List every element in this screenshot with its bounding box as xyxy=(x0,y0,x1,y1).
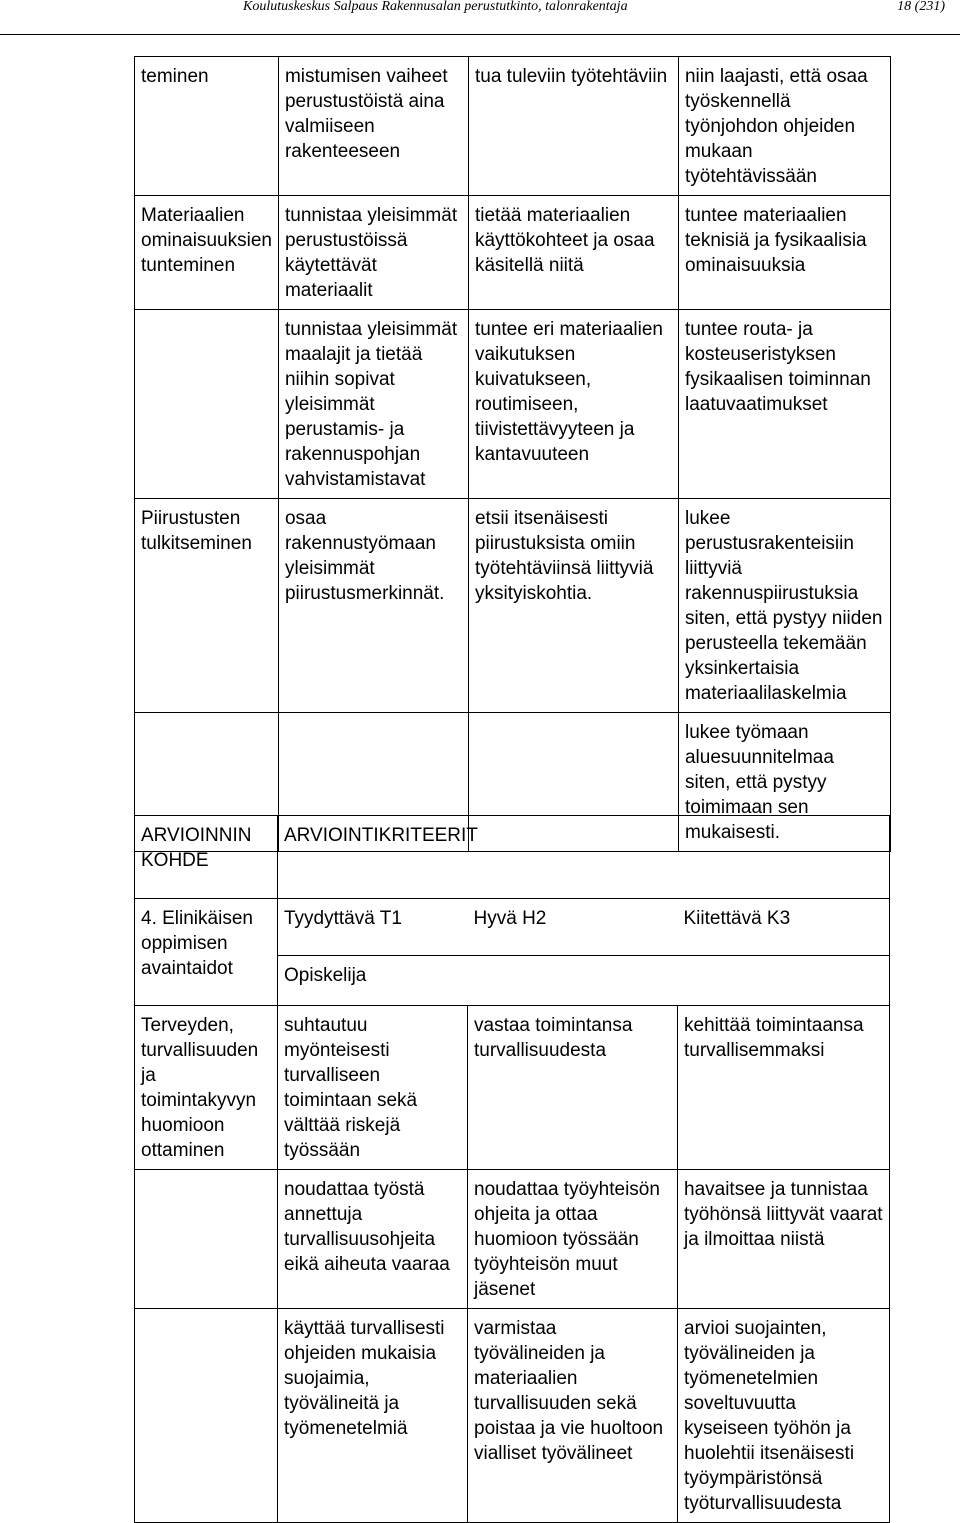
page-header xyxy=(0,0,960,36)
criterion-h2-cell: tietää materiaalien käyttökohteet ja osaa käsitellä niitä xyxy=(468,196,678,310)
column-header-criteria: ARVIOINTIKRITEERIT xyxy=(278,816,890,899)
criteria-table-key-skills xyxy=(134,815,890,1523)
assessment-target-cell: Materiaalien ominaisuuksien tunteminen xyxy=(135,196,279,310)
criteria-table-continued xyxy=(134,56,891,852)
column-header-target: ARVIOINNIN KOHDE xyxy=(135,816,278,899)
criterion-h2-cell: vastaa toimintansa turvallisuudesta xyxy=(468,1006,678,1170)
table-row xyxy=(135,1170,890,1309)
criterion-h2-cell: tuntee eri materiaalien vaikutuksen kuivatukseen, routimiseen, tiivistettävyyteen ja kantavuuteen xyxy=(468,310,678,499)
criterion-t1-cell: osaa rakennustyömaan yleisimmät piirustusmerkinnät. xyxy=(278,499,468,713)
table-row xyxy=(135,310,891,499)
criterion-k3-cell: arvioi suojainten, työvälineiden ja työmenetelmien soveltuvuutta kyseiseen työhön ja huolehtii itsenäisesti työympäristönsä työturvallisuudesta xyxy=(678,1309,890,1523)
header-rule xyxy=(0,34,960,35)
table-row xyxy=(135,1006,890,1170)
criterion-t1-cell: suhtautuu myönteisesti turvalliseen toimintaan sekä välttää riskejä työssään xyxy=(278,1006,468,1170)
criterion-k3-cell: kehittää toimintaansa turvallisemmaksi xyxy=(678,1006,890,1170)
criterion-h2-cell: varmistaa työvälineiden ja materiaalien turvallisuuden sekä poistaa ja vie huoltoon vialliset työvälineet xyxy=(468,1309,678,1523)
criterion-k3-cell: tuntee routa- ja kosteuseristyksen fysikaalisen toiminnan laatuvaatimukset xyxy=(678,310,890,499)
assessment-target-cell xyxy=(135,1170,278,1309)
criterion-t1-cell: mistumisen vaiheet perustustöistä aina valmiiseen rakenteeseen xyxy=(278,57,468,196)
grade-row xyxy=(135,899,890,956)
table-row xyxy=(135,57,891,196)
criterion-k3-cell: havaitsee ja tunnistaa työhönsä liittyvät vaarat ja ilmoittaa niistä xyxy=(678,1170,890,1309)
assessment-target-cell: teminen xyxy=(135,57,279,196)
assessment-target-cell xyxy=(135,1309,278,1523)
student-label: Opiskelija xyxy=(278,956,890,1006)
criterion-k3-cell: lukee perustusrakenteisiin liittyviä rakennuspiirustuksia siten, että pystyy niiden perusteella tekemään yksinkertaisia materiaalilaskelmia xyxy=(678,499,890,713)
table-row xyxy=(135,196,891,310)
criterion-k3-cell: lukee työmaan aluesuunnitelmaa siten, että pystyy toimimaan sen mukaisesti. xyxy=(678,713,890,852)
grade-h2-label: Hyvä H2 xyxy=(468,899,678,956)
criterion-h2-cell: etsii itsenäisesti piirustuksista omiin työtehtäviinsä liittyviä yksityiskohtia. xyxy=(468,499,678,713)
criterion-t1-cell: käyttää turvallisesti ohjeiden mukaisia suojaimia, työvälineitä ja työmenetelmiä xyxy=(278,1309,468,1523)
criterion-k3-cell: niin laajasti, että osaa työskennellä työnjohdon ohjeiden mukaan työtehtävissään xyxy=(678,57,890,196)
assessment-target-cell: Terveyden, turvallisuuden ja toimintakyvyn huomioon ottaminen xyxy=(135,1006,278,1170)
document-title: Koulutuskeskus Salpaus Rakennusalan perustutkinto, talonrakentaja xyxy=(243,0,628,14)
grade-t1-label: Tyydyttävä T1 xyxy=(278,899,468,956)
grade-k3-label: Kiitettävä K3 xyxy=(678,899,890,956)
criterion-k3-cell: tuntee materiaalien teknisiä ja fysikaalisia ominaisuuksia xyxy=(678,196,890,310)
assessment-target-cell: Piirustusten tulkitseminen xyxy=(135,499,279,713)
table-header-row xyxy=(135,816,890,899)
criterion-h2-cell: tua tuleviin työtehtäviin xyxy=(468,57,678,196)
criterion-t1-cell: noudattaa työstä annettuja turvallisuusohjeita eikä aiheuta vaaraa xyxy=(278,1170,468,1309)
page-number: 18 (231) xyxy=(897,0,945,14)
table-row xyxy=(135,1309,890,1523)
criterion-t1-cell: tunnistaa yleisimmät perustustöissä käytettävät materiaalit xyxy=(278,196,468,310)
table-row xyxy=(135,499,891,713)
criterion-t1-cell: tunnistaa yleisimmät maalajit ja tietää niihin sopivat yleisimmät perustamis- ja rakennuspohjan vahvistamistavat xyxy=(278,310,468,499)
criterion-h2-cell: noudattaa työyhteisön ohjeita ja ottaa huomioon työssään työyhteisön muut jäsenet xyxy=(468,1170,678,1309)
section-title: 4. Elinikäisen oppimisen avaintaidot xyxy=(135,899,278,1006)
assessment-target-cell xyxy=(135,310,279,499)
